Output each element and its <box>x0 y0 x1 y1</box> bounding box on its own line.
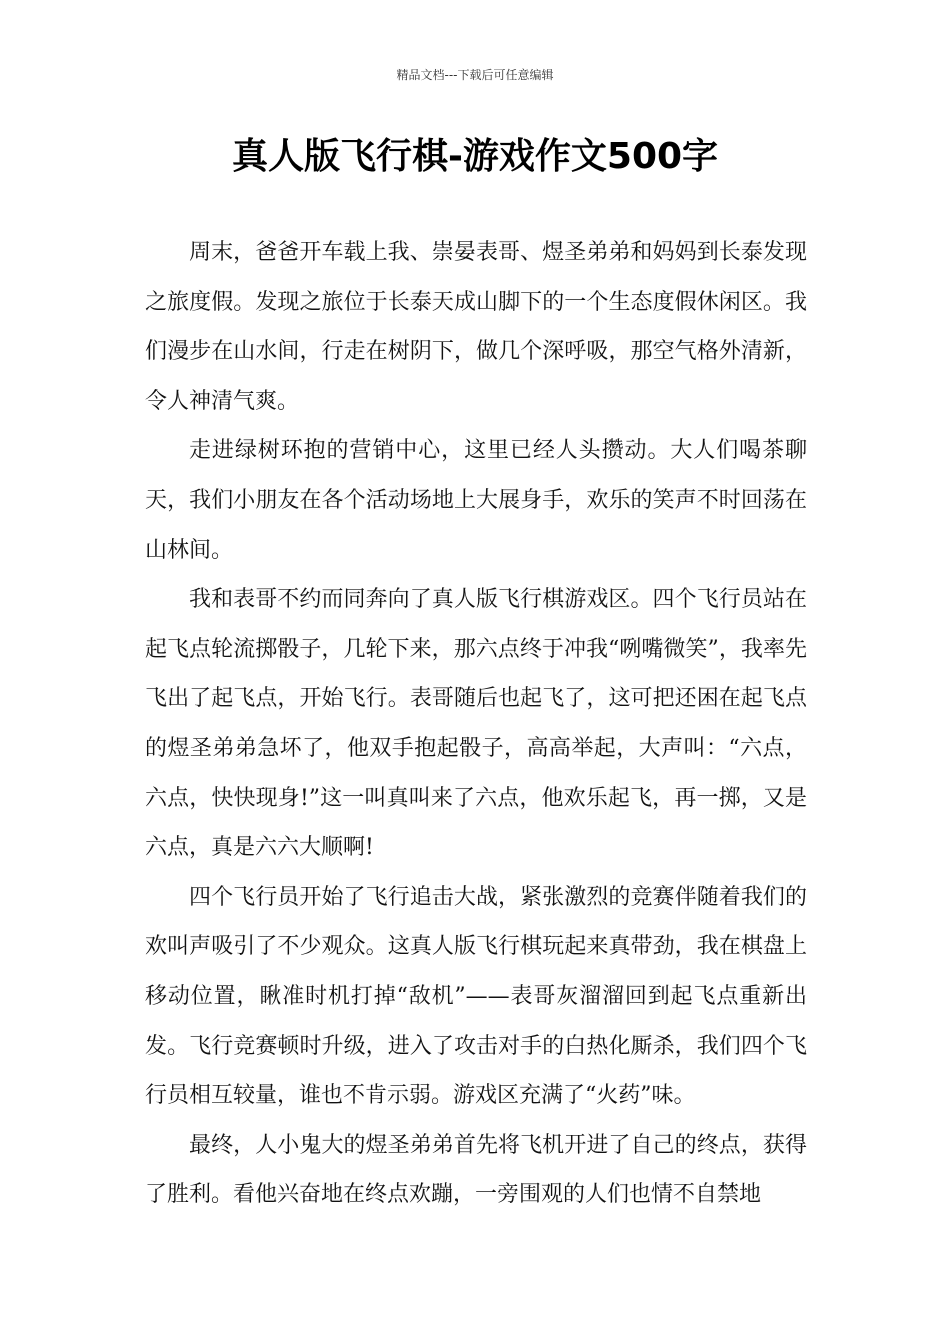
page-header: 精品文档---下载后可任意编辑 <box>396 68 554 82</box>
paragraph-4: 四个飞行员开始了飞行追击大战，紧张激烈的竞赛伴随着我们的欢叫声吸引了不少观众。这真人版飞行棋玩起来真带劲，我在棋盘上移动位置，瞅准时机打掉“敌机”——表哥灰溜溜回到起飞点重新出发。飞行竞赛顿时升级，进入了攻击对手的白热化厮杀，我们四个飞行员相互较量，谁也不肯示弱。游戏区充满了“火药”味。 <box>145 884 807 1109</box>
paragraph-5: 最终，人小鬼大的煜圣弟弟首先将飞机开进了自己的终点，获得了胜利。看他兴奋地在终点欢蹦，一旁围观的人们也情不自禁地 <box>145 1132 807 1208</box>
paragraph-2: 走进绿树环抱的营销中心，这里已经人头攒动。大人们喝茶聊天，我们小朋友在各个活动场地上大展身手，欢乐的笑声不时回荡在山林间。 <box>145 438 807 563</box>
paragraph-1: 周末，爸爸开车载上我、崇晏表哥、煜圣弟弟和妈妈到长泰发现之旅度假。发现之旅位于长泰天成山脚下的一个生态度假休闲区。我们漫步在山水间，行走在树阴下，做几个深呼吸，那空气格外清新，令人神清气爽。 <box>145 240 807 414</box>
document-body <box>145 228 807 1220</box>
paragraph-3: 我和表哥不约而同奔向了真人版飞行棋游戏区。四个飞行员站在起飞点轮流掷骰子，几轮下来，那六点终于冲我“咧嘴微笑”，我率先飞出了起飞点，开始飞行。表哥随后也起飞了，这可把还困在起飞点的煜圣弟弟急坏了，他双手抱起骰子，高高举起，大声叫：“六点，六点，快快现身!”这一叫真叫来了六点，他欢乐起飞，再一掷，又是六点，真是六六大顺啊! <box>145 587 807 861</box>
document-title: 真人版飞行棋-游戏作文500字 <box>231 136 719 177</box>
